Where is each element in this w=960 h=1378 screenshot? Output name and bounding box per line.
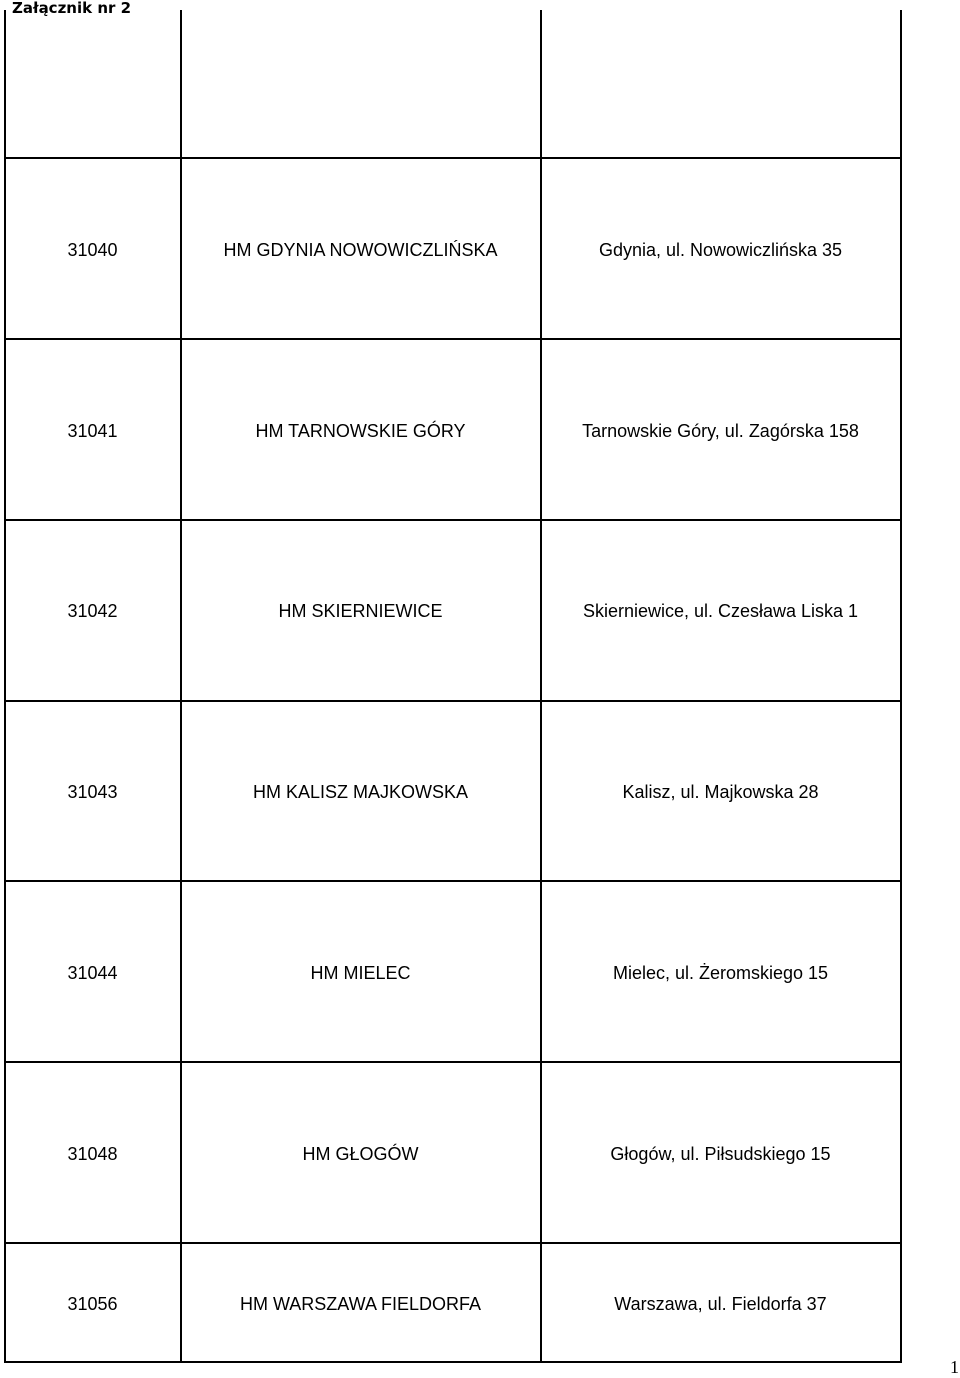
store-name: HM GŁOGÓW [302,1144,419,1164]
table-row-divider [4,1061,901,1063]
table-row-divider [4,1242,901,1244]
table-row-divider [4,157,901,159]
store-address: Głogów, ul. Piłsudskiego 15 [610,1144,831,1164]
store-address: Warszawa, ul. Fieldorfa 37 [614,1294,827,1314]
store-code: 31041 [67,421,118,441]
store-code: 31042 [67,601,118,621]
store-name: HM KALISZ MAJKOWSKA [252,782,469,802]
table-row-divider [4,700,901,702]
store-name: HM MIELEC [310,963,411,983]
store-code: 31044 [67,963,118,983]
table-row-divider [4,880,901,882]
store-name: HM TARNOWSKIE GÓRY [255,421,466,441]
table-row-divider [4,519,901,521]
store-code: 31048 [67,1144,118,1164]
store-address: Kalisz, ul. Majkowska 28 [622,782,819,802]
page-number: 1 [950,1357,959,1377]
store-code: 31043 [67,782,118,802]
store-address: Skierniewice, ul. Czesława Liska 1 [582,601,859,621]
table-row-divider [4,338,901,340]
store-name: HM SKIERNIEWICE [278,601,443,621]
store-code: 31056 [67,1294,118,1314]
store-name: HM WARSZAWA FIELDORFA [239,1294,481,1314]
store-name: HM GDYNIA NOWOWICZLIŃSKA [223,240,498,260]
store-address: Mielec, ul. Żeromskiego 15 [612,963,829,983]
store-address: Gdynia, ul. Nowowiczlińska 35 [598,240,843,260]
table-border-bottom [4,1361,901,1363]
attachment-label: Załącznik nr 2 [12,0,132,17]
table-border-right [900,10,902,1363]
store-code: 31040 [67,240,118,260]
store-address: Tarnowskie Góry, ul. Zagórska 158 [582,421,859,441]
